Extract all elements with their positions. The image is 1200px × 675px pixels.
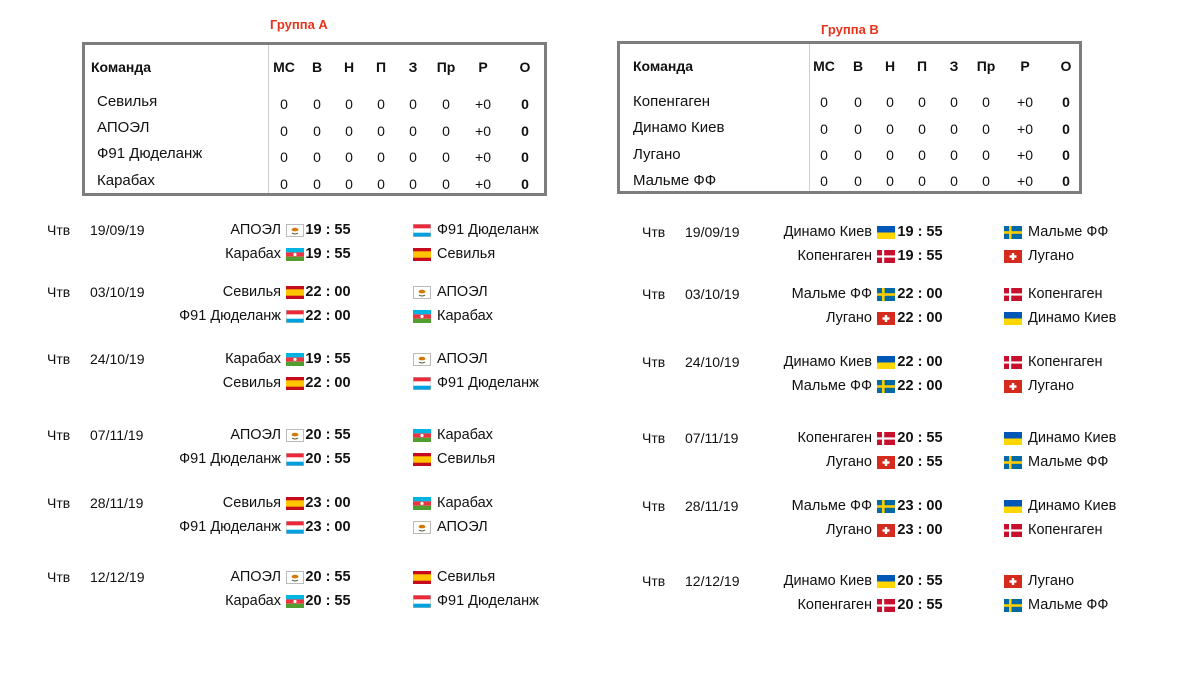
match-time: 22 : 00 [305,308,351,324]
stat-value: 0 [918,147,926,163]
match-day: Чтв [642,286,666,302]
denmark-flag-icon [1004,356,1022,369]
match-time: 19 : 55 [305,222,351,238]
stat-column-header: МС [273,59,295,75]
azerbaijan-flag-icon [413,497,431,510]
points-value: 0 [1062,147,1070,163]
away-team: Динамо Киев [1028,310,1117,326]
stat-value: 0 [442,149,450,165]
stat-value: 0 [854,121,862,137]
match-date: 24/10/19 [90,351,145,367]
luxembourg-flag-icon [413,595,431,608]
match-time: 22 : 00 [305,284,351,300]
away-team: Динамо Киев [1028,430,1117,446]
away-team: АПОЭЛ [437,351,488,367]
stat-value: 0 [313,123,321,139]
stat-column-header: Н [884,58,896,74]
stat-value: +0 [475,96,491,112]
stat-value: 0 [442,176,450,192]
standings-team-name: АПОЭЛ [97,119,150,136]
home-team: АПОЭЛ [230,222,281,238]
stat-column-header: В [852,58,864,74]
home-team: Динамо Киев [783,354,872,370]
away-team: Лугано [1028,573,1075,589]
match-day: Чтв [642,354,666,370]
home-team: Мальме ФФ [791,286,872,302]
stat-value: 0 [854,147,862,163]
switzerland-flag-icon [1004,380,1022,393]
home-team: Копенгаген [797,430,872,446]
stat-value: 0 [820,173,828,189]
stat-value: 0 [886,94,894,110]
stat-value: +0 [475,176,491,192]
stat-value: 0 [886,121,894,137]
home-team: Копенгаген [797,248,872,264]
stat-value: 0 [950,94,958,110]
home-team: Ф91 Дюделанж [179,519,281,535]
stat-value: 0 [918,173,926,189]
denmark-flag-icon [1004,288,1022,301]
stat-value: 0 [950,121,958,137]
stat-column-header: П [916,58,928,74]
stat-value: 0 [377,123,385,139]
luxembourg-flag-icon [413,377,431,390]
stat-column-header: П [375,59,387,75]
away-team: Мальме ФФ [1028,224,1109,240]
points-value: 0 [521,176,529,192]
home-team: Севилья [222,375,281,391]
away-team: АПОЭЛ [437,284,488,300]
match-time: 22 : 00 [897,354,943,370]
stat-column-header: О [1060,58,1072,74]
match-time: 23 : 00 [305,495,351,511]
stat-column-header: Р [478,59,488,75]
home-team: АПОЭЛ [230,427,281,443]
match-time: 23 : 00 [897,498,943,514]
stat-value: 0 [918,121,926,137]
match-time: 22 : 00 [897,378,943,394]
stat-value: +0 [1017,94,1033,110]
stat-value: 0 [918,94,926,110]
spain-flag-icon [413,571,431,584]
stat-value: 0 [854,173,862,189]
home-team: Лугано [825,454,872,470]
match-day: Чтв [47,284,71,300]
away-team: Севилья [437,246,496,262]
away-team: Севилья [437,569,496,585]
denmark-flag-icon [1004,524,1022,537]
home-team: Копенгаген [797,597,872,613]
standings-table [82,42,547,196]
match-time: 20 : 55 [305,569,351,585]
stat-value: 0 [409,96,417,112]
home-team: Севилья [222,284,281,300]
away-team: Карабах [437,427,493,443]
standings-team-name: Копенгаген [633,93,711,110]
home-team: Лугано [825,522,872,538]
away-team: Севилья [437,451,496,467]
match-day: Чтв [47,569,71,585]
away-team: АПОЭЛ [437,519,488,535]
match-date: 19/09/19 [685,224,740,240]
ukraine-flag-icon [1004,500,1022,513]
match-date: 19/09/19 [90,222,145,238]
stat-column-header: О [519,59,531,75]
stat-value: 0 [377,96,385,112]
match-day: Чтв [642,430,666,446]
stat-value: +0 [1017,147,1033,163]
points-value: 0 [521,123,529,139]
ukraine-flag-icon [1004,312,1022,325]
stat-column-header: З [408,59,418,75]
switzerland-flag-icon [1004,250,1022,263]
match-time: 20 : 55 [897,454,943,470]
stat-value: 0 [442,123,450,139]
match-date: 03/10/19 [90,284,145,300]
switzerland-flag-icon [1004,575,1022,588]
match-date: 12/12/19 [685,573,740,589]
stat-column-header: В [311,59,323,75]
points-value: 0 [1062,94,1070,110]
home-team: Мальме ФФ [791,498,872,514]
away-team: Копенгаген [1028,286,1103,302]
stat-value: 0 [345,149,353,165]
standings-team-name: Мальме ФФ [633,172,717,189]
stat-column-header: МС [813,58,835,74]
stat-value: +0 [475,149,491,165]
cyprus-flag-icon [413,286,431,299]
away-team: Лугано [1028,248,1075,264]
home-team: АПОЭЛ [230,569,281,585]
away-team: Карабах [437,308,493,324]
stat-column-header: З [949,58,959,74]
match-day: Чтв [642,224,666,240]
match-time: 20 : 55 [305,593,351,609]
stat-value: 0 [280,96,288,112]
home-team: Динамо Киев [783,573,872,589]
home-team: Ф91 Дюделанж [179,308,281,324]
match-date: 07/11/19 [90,427,144,443]
stat-value: 0 [377,149,385,165]
ukraine-flag-icon [1004,432,1022,445]
stat-value: 0 [345,123,353,139]
match-date: 12/12/19 [90,569,145,585]
away-team: Копенгаген [1028,522,1103,538]
stat-value: 0 [854,94,862,110]
away-team: Мальме ФФ [1028,597,1109,613]
team-column-header: Команда [91,59,151,75]
away-team: Ф91 Дюделанж [437,222,539,238]
home-team: Динамо Киев [783,224,872,240]
away-team: Лугано [1028,378,1075,394]
stat-value: 0 [442,96,450,112]
standings-team-name: Лугано [633,146,681,163]
stat-value: 0 [280,123,288,139]
azerbaijan-flag-icon [413,429,431,442]
match-time: 22 : 00 [305,375,351,391]
group-title: Группа A [270,17,328,32]
spain-flag-icon [413,453,431,466]
match-time: 20 : 55 [897,597,943,613]
stat-value: 0 [280,149,288,165]
home-team: Карабах [225,351,281,367]
match-time: 22 : 00 [897,286,943,302]
stat-value: 0 [982,121,990,137]
away-team: Копенгаген [1028,354,1103,370]
team-column-header: Команда [633,58,693,74]
stat-value: 0 [820,121,828,137]
away-team: Динамо Киев [1028,498,1117,514]
match-date: 28/11/19 [90,495,144,511]
home-team: Лугано [825,310,872,326]
match-time: 19 : 55 [305,246,351,262]
group-title: Группа B [821,22,879,37]
stat-value: 0 [409,149,417,165]
match-day: Чтв [47,222,71,238]
home-team: Мальме ФФ [791,378,872,394]
match-day: Чтв [642,498,666,514]
standings-table [617,41,1082,194]
home-team: Карабах [225,593,281,609]
match-date: 24/10/19 [685,354,740,370]
away-team: Ф91 Дюделанж [437,375,539,391]
stat-column-header: Р [1020,58,1030,74]
stat-value: +0 [1017,173,1033,189]
match-time: 19 : 55 [897,248,943,264]
match-time: 20 : 55 [305,451,351,467]
stat-value: 0 [886,173,894,189]
stat-value: 0 [313,96,321,112]
points-value: 0 [1062,173,1070,189]
away-team: Ф91 Дюделанж [437,593,539,609]
spain-flag-icon [413,248,431,261]
stat-value: 0 [313,149,321,165]
home-team: Карабах [225,246,281,262]
points-value: 0 [521,149,529,165]
match-time: 22 : 00 [897,310,943,326]
away-team: Карабах [437,495,493,511]
standings-team-name: Севилья [97,93,158,110]
stat-value: 0 [950,173,958,189]
cyprus-flag-icon [413,353,431,366]
match-day: Чтв [47,495,71,511]
away-team: Мальме ФФ [1028,454,1109,470]
stat-value: 0 [345,176,353,192]
stat-value: +0 [475,123,491,139]
stat-value: 0 [409,176,417,192]
match-date: 07/11/19 [685,430,739,446]
points-value: 0 [1062,121,1070,137]
table-divider [268,45,269,193]
stat-value: 0 [982,173,990,189]
sweden-flag-icon [1004,599,1022,612]
match-time: 20 : 55 [897,430,943,446]
sweden-flag-icon [1004,456,1022,469]
stat-value: 0 [886,147,894,163]
stat-column-header: Н [343,59,355,75]
match-time: 23 : 00 [305,519,351,535]
match-time: 20 : 55 [897,573,943,589]
stat-value: 0 [820,94,828,110]
match-date: 28/11/19 [685,498,739,514]
stat-value: 0 [280,176,288,192]
stat-value: +0 [1017,121,1033,137]
sweden-flag-icon [1004,226,1022,239]
stat-value: 0 [950,147,958,163]
cyprus-flag-icon [413,521,431,534]
stat-value: 0 [982,147,990,163]
azerbaijan-flag-icon [413,310,431,323]
stat-column-header: Пр [436,59,456,75]
home-team: Севилья [222,495,281,511]
standings-team-name: Динамо Киев [633,119,725,136]
match-day: Чтв [47,351,71,367]
stat-value: 0 [409,123,417,139]
match-time: 19 : 55 [305,351,351,367]
stat-value: 0 [982,94,990,110]
standings-team-name: Ф91 Дюделанж [97,145,203,162]
match-time: 23 : 00 [897,522,943,538]
points-value: 0 [521,96,529,112]
stat-value: 0 [820,147,828,163]
match-date: 03/10/19 [685,286,740,302]
stat-value: 0 [313,176,321,192]
standings-team-name: Карабах [97,172,155,189]
luxembourg-flag-icon [413,224,431,237]
match-time: 19 : 55 [897,224,943,240]
match-time: 20 : 55 [305,427,351,443]
home-team: Ф91 Дюделанж [179,451,281,467]
table-divider [809,44,810,191]
match-day: Чтв [47,427,71,443]
stat-value: 0 [345,96,353,112]
match-day: Чтв [642,573,666,589]
stat-value: 0 [377,176,385,192]
stat-column-header: Пр [976,58,996,74]
